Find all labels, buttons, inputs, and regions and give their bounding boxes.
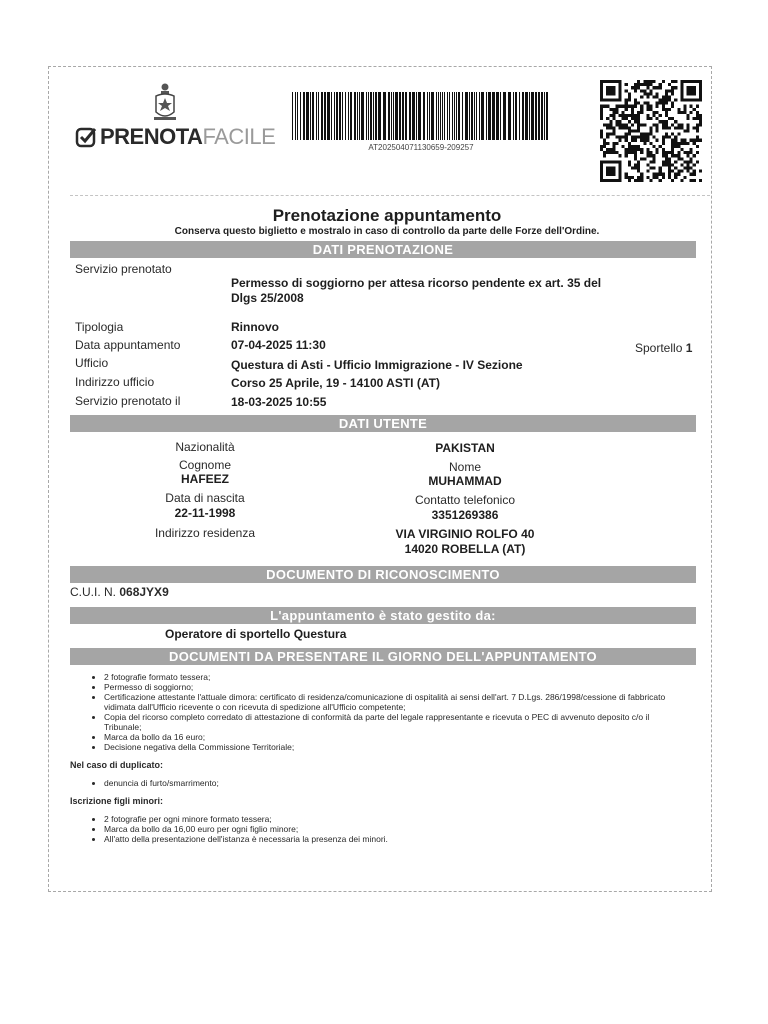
- nome-label: Nome: [448, 460, 481, 474]
- sportello-value: 1: [685, 341, 693, 355]
- list-item: • denuncia di furto/smarrimento;: [104, 778, 684, 788]
- documents-duplicato-list: [84, 778, 684, 788]
- barcode: [292, 92, 550, 140]
- cognome-label: Cognome: [178, 458, 232, 472]
- list-item: • Permesso di soggiorno;: [104, 682, 684, 692]
- tipologia-label: Tipologia: [75, 320, 124, 334]
- logo-light-text: FACILE: [202, 124, 276, 149]
- ufficio-label: Ufficio: [75, 356, 109, 370]
- section-dati-prenotazione: DATI PRENOTAZIONE: [70, 241, 696, 258]
- section-gestito-da: L'appuntamento è stato gestito da:: [70, 607, 696, 624]
- qr-code: [600, 80, 702, 182]
- servizio-value-line1: Permesso di soggiorno per attesa ricorso pendente ex art. 35 del: [231, 276, 602, 290]
- section-dati-utente: DATI UTENTE: [70, 415, 696, 432]
- prenotato-il-value: 18-03-2025 10:55: [231, 395, 327, 409]
- prenotafacile-logo: [75, 124, 275, 150]
- sportello-label: Sportello: [635, 341, 683, 355]
- duplicato-title: Nel caso di duplicato:: [70, 760, 164, 770]
- residenza-line2: 14020 ROBELLA (AT): [404, 542, 526, 556]
- residenza-line1: VIA VIRGINIO ROLFO 40: [395, 527, 535, 541]
- list-item: • Copia del ricorso completo corredato di attestazione di conformità da parte del legale rappresentante e ricevuta o PEC di avvenuto deposito c/o il Tribunale;: [104, 712, 684, 732]
- list-item: • Marca da bollo da 16,00 euro per ogni figlio minore;: [104, 824, 684, 834]
- data-appuntamento-label: Data appuntamento: [75, 338, 181, 352]
- cui-label: C.U.I. N.: [70, 585, 117, 599]
- data-nascita-value: 22-11-1998: [174, 506, 236, 520]
- section-documento-riconoscimento: DOCUMENTO DI RICONOSCIMENTO: [70, 566, 696, 583]
- list-item: • 2 fotografie formato tessera;: [104, 672, 684, 682]
- emblem-icon: [152, 82, 178, 122]
- list-item: • Decisione negativa della Commissione Territoriale;: [104, 742, 684, 752]
- contatto-label: Contatto telefonico: [414, 493, 516, 507]
- prenotato-il-label: Servizio prenotato il: [75, 394, 181, 408]
- section-documenti: DOCUMENTI DA PRESENTARE IL GIORNO DELL'APPUNTAMENTO: [70, 648, 696, 665]
- list-item: • Certificazione attestante l'attuale dimora: certificato di residenza/comunicazione di ospitalità ai sensi dell'art. 7 D.Lgs. 286/1998/cessione di fabbricato vidimata dall'Ufficio ricevente o con ricevuta di spedizione all'Ufficio competente;: [104, 692, 684, 712]
- cui-value: 068JYX9: [119, 585, 169, 599]
- nome-value: MUHAMMAD: [428, 474, 502, 488]
- ufficio-value: Questura di Asti - Ufficio Immigrazione - IV Sezione: [231, 358, 523, 372]
- documents-main-list: [84, 672, 684, 752]
- header-separator: [70, 195, 710, 196]
- servizio-value-line2: Dlgs 25/2008: [231, 291, 304, 305]
- data-nascita-label: Data di nascita: [165, 491, 245, 505]
- cui-row: [70, 585, 169, 599]
- page-subtitle: Conserva questo biglietto e mostralo in caso di controllo da parte delle Forze dell'Ordine.: [174, 226, 600, 237]
- list-item: • All'atto della presentazione dell'istanza è necessaria la presenza dei minori.: [104, 834, 684, 844]
- documents-list: [70, 672, 684, 844]
- list-item: • 2 fotografie per ogni minore formato tessera;: [104, 814, 684, 824]
- contatto-value: 3351269386: [431, 508, 499, 522]
- documents-minori-list: [84, 814, 684, 844]
- indirizzo-ufficio-value: Corso 25 Aprile, 19 - 14100 ASTI (AT): [231, 376, 440, 390]
- cognome-value: HAFEEZ: [181, 472, 229, 486]
- residenza-label: Indirizzo residenza: [154, 526, 256, 540]
- logo-strong-text: PRENOTA: [100, 124, 203, 149]
- gestito-value: Operatore di sportello Questura: [165, 627, 347, 641]
- page-title: Prenotazione appuntamento: [272, 206, 502, 225]
- nazionalita-label: Nazionalità: [175, 440, 235, 454]
- indirizzo-ufficio-label: Indirizzo ufficio: [75, 375, 155, 389]
- minori-title: Iscrizione figli minori:: [70, 796, 164, 806]
- barcode-text: AT202504071130659-209257: [368, 143, 474, 152]
- list-item: • Marca da bollo da 16 euro;: [104, 732, 684, 742]
- tipologia-value: Rinnovo: [231, 320, 279, 334]
- sportello: [635, 341, 692, 355]
- nazionalita-value: PAKISTAN: [435, 441, 495, 455]
- servizio-label: Servizio prenotato: [75, 262, 172, 276]
- check-icon: [75, 126, 97, 148]
- data-appuntamento-value: 07-04-2025 11:30: [231, 338, 326, 352]
